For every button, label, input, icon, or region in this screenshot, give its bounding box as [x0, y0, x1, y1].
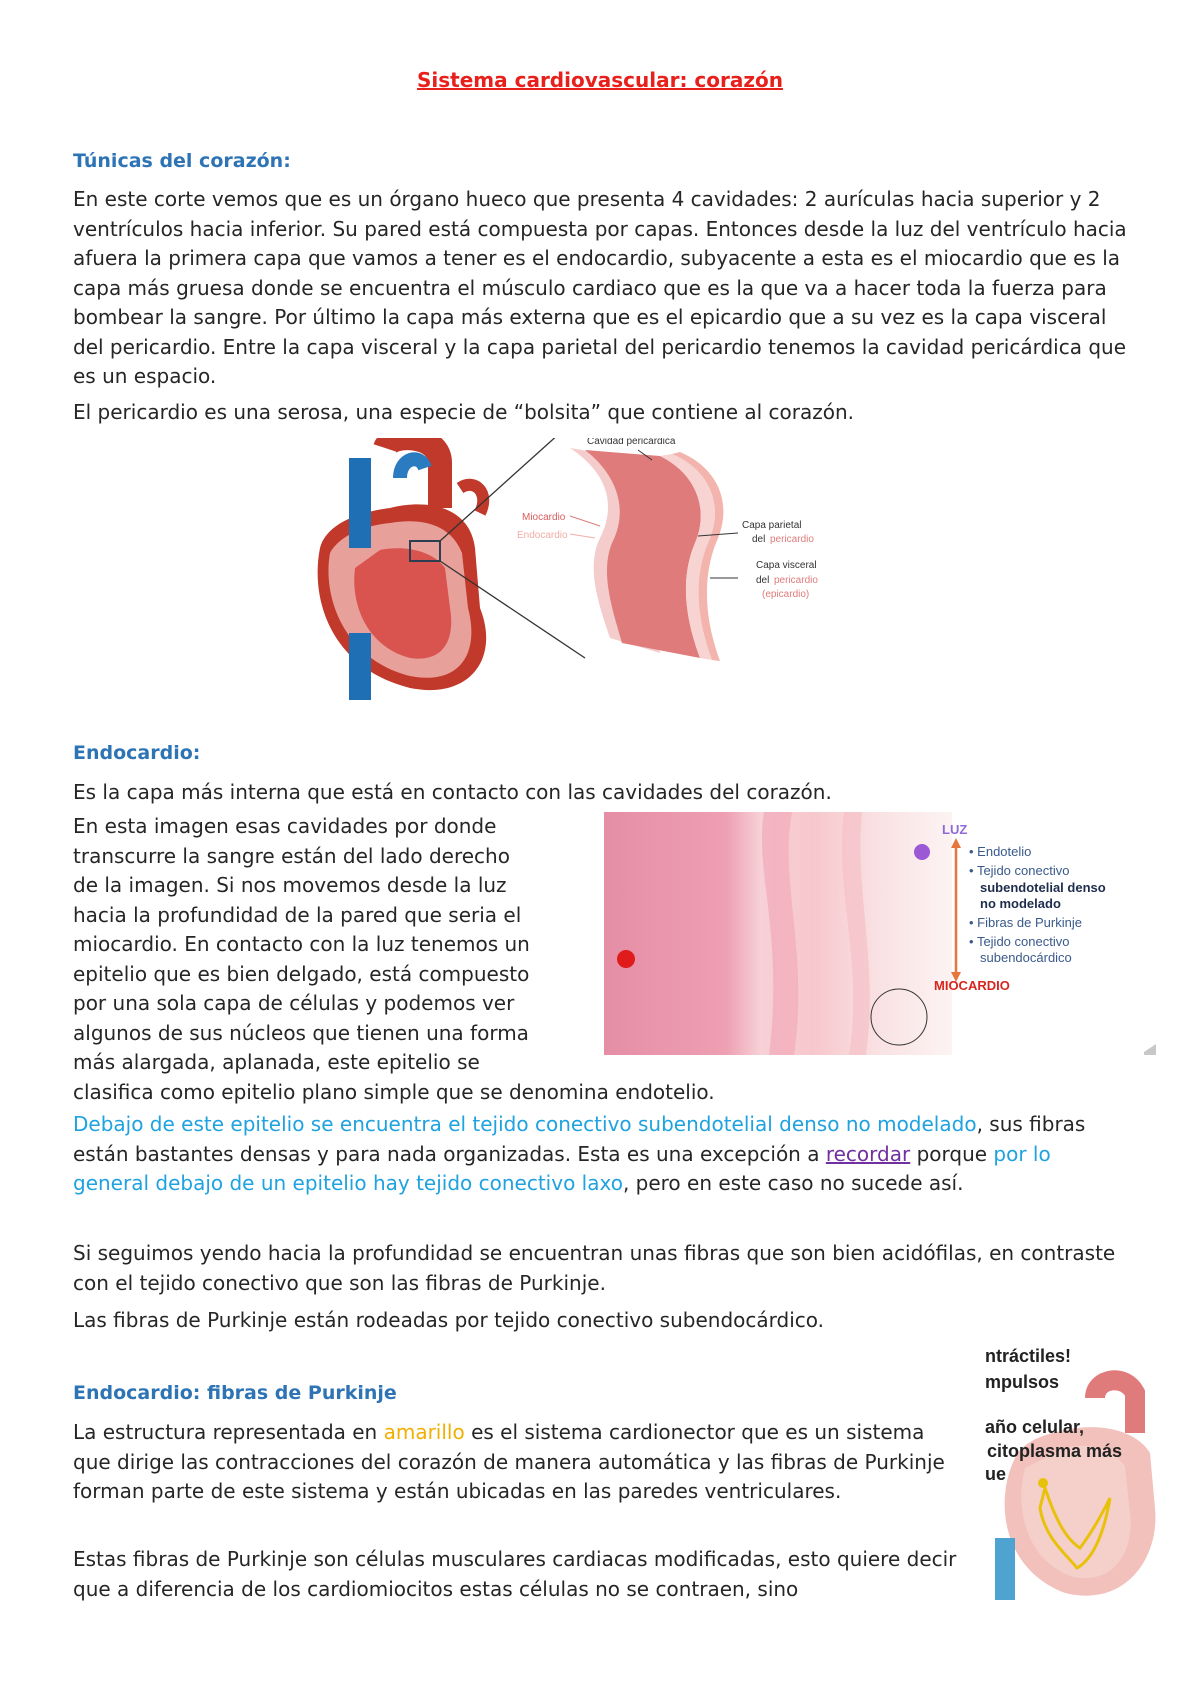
miocardio-label: MIOCARDIO [934, 978, 1010, 993]
luz-label: LUZ [942, 822, 968, 837]
text-line: por una sola capa de células y podemos ver [73, 991, 515, 1015]
legend-item-no-modelado: no modelado [980, 896, 1061, 911]
text-span: porque [910, 1141, 994, 1166]
label-parietal-3: pericardio [770, 534, 814, 545]
legend-item-tejido-conectivo: Tejido conectivo [976, 863, 1070, 878]
highlight-yellow-text: amarillo [383, 1420, 465, 1444]
label-parietal-2: del [752, 534, 766, 545]
paragraph-fibras-acidofilas: Si seguimos yendo hacia la profundidad se encuentran unas fibras que son bien acidófilas, en contraste con el tejido conectivo que son las fibras de Purkinje. [73, 1241, 1116, 1295]
legend-item-tejido-conectivo-2: Tejido conectivo [976, 934, 1070, 949]
text-line: algunos de sus núcleos que tienen una forma [73, 1020, 529, 1045]
figure3-text-1: ntráctiles! [985, 1346, 1072, 1366]
paragraph-subendocardico: Las fibras de Purkinje están rodeadas por tejido conectivo subendocárdico. [73, 1308, 824, 1332]
wall-layers-illustration [570, 448, 738, 661]
text-span: , pero en este caso no sucede así. [622, 1171, 964, 1195]
text-span: es el sistema cardionector que es un sistema que dirige las contracciones del corazón de manera automática y las fibras de Purkinje forman parte de este sistema y están ubicadas en las paredes ventriculares. [73, 1420, 945, 1503]
paragraph-tunicas: En este corte vemos que es un órgano hueco que presenta 4 cavidades: 2 aurículas hacia superior y 2 ventrículos hacia inferior. Su pared está compuesta por capas. Entonces desde la luz del ventrículo hacia afuera la primera capa que vamos a tener es el endocardio, subyacente a esta es el miocardio que es la capa más gruesa donde se encuentra el músculo cardiaco que es la que va a hacer toda la fuerza para bombear la sangre. Por último la capa más externa que es el epicardio que a su vez es la capa visceral del pericardio. Entre la capa visceral y la capa parietal del pericardio tenemos la cavidad pericárdica que es un espacio. [73, 187, 1127, 388]
paragraph-endocardio-intro: Es la capa más interna que está en contacto con las cavidades del corazón. [73, 780, 832, 804]
svg-text:• Fibras de Purkinje: • Fibras de Purkinje [969, 915, 1082, 930]
recordar-link[interactable]: recordar [825, 1141, 911, 1166]
paragraph-sistema-cardionector [73, 1418, 963, 1507]
section-heading-tunicas: Túnicas del corazón: [73, 150, 291, 172]
section-heading-endocardio: Endocardio: [73, 742, 201, 764]
highlight-text: por lo general debajo de un epitelio hay tejido conectivo laxo [73, 1141, 1051, 1195]
legend-item-subendotelial: subendotelial denso [980, 880, 1106, 895]
figure3-text-2: mpulsos [985, 1372, 1060, 1392]
legend-item-endotelio: Endotelio [977, 844, 1032, 859]
highlight-text: Debajo de este epitelio se encuentra el tejido conectivo subendotelial denso no modelado [73, 1112, 977, 1136]
label-visceral-4: (epicardio) [762, 589, 810, 600]
label-cavidad: Cavidad pericárdica [587, 438, 676, 447]
text-line: clasifica como epitelio plano simple que se denomina endotelio. [73, 1079, 715, 1104]
label-parietal-1: Capa parietal [742, 520, 802, 531]
figure3-text-5: ue [985, 1464, 1007, 1484]
sound-icon [1144, 1044, 1156, 1055]
svg-text:• Endotelio: • Endotelio [969, 844, 1032, 859]
text-line: hacia la profundidad de la pared que seria el [73, 902, 522, 927]
text-line: de la imagen. Si nos movemos desde la luz [73, 873, 507, 897]
text-line: más alargada, aplanada, este epitelio se [73, 1050, 480, 1074]
text-line: En esta imagen esas cavidades por donde [73, 814, 497, 838]
text-span: , sus fibras están bastantes densas y para nada organizadas. Esta es una excepción a [73, 1112, 1086, 1166]
figure3-text-3: año celular, [985, 1417, 1085, 1437]
label-endocardio: Endocardio [517, 530, 568, 541]
text-line: epitelio que es bien delgado, está compuesto [73, 961, 530, 986]
section-heading-purkinje: Endocardio: fibras de Purkinje [73, 1382, 397, 1404]
legend-item-subendocardico: subendocárdico [980, 950, 1072, 965]
label-visceral-2: del [756, 575, 770, 586]
figure3-text-4: citoplasma más [987, 1441, 1123, 1461]
text-span: La estructura representada en [73, 1420, 384, 1444]
page-title: Sistema cardiovascular: corazón [417, 68, 783, 92]
conduction-system-illustration [985, 1338, 1185, 1600]
label-miocardio: Miocardio [522, 512, 566, 523]
red-marker [617, 950, 635, 968]
heart-illustration [318, 438, 585, 700]
purple-marker [914, 844, 930, 860]
svg-text:• Tejido conectivo: • Tejido conectivo [969, 934, 1070, 949]
histology-figure [604, 812, 1159, 1060]
paragraph-celulas-modificadas: Estas fibras de Purkinje son células musculares cardiacas modificadas, esto quiere decir que a diferencia de los cardiomiocitos estas células no se contraen, sino [73, 1547, 957, 1601]
heart-layers-figure [300, 438, 920, 700]
paragraph-endocardio-image-desc [73, 812, 715, 1107]
conduction-system-figure [985, 1338, 1185, 1600]
legend-item-purkinje: Fibras de Purkinje [977, 915, 1082, 930]
text-line: transcurre la sangre están del lado derecho [73, 843, 510, 868]
svg-text:• Tejido conectivo: • Tejido conectivo [969, 863, 1070, 878]
label-visceral-3: pericardio [774, 575, 818, 586]
histology-micrograph [604, 812, 1159, 1060]
text-line: miocardio. En contacto con la luz tenemos un [73, 932, 530, 956]
paragraph-pericardio: El pericardio es una serosa, una especie de “bolsita” que contiene al corazón. [73, 400, 855, 424]
label-visceral-1: Capa visceral [756, 560, 817, 571]
heart-layers-illustration [300, 438, 920, 700]
paragraph-tejido-conectivo [73, 1110, 1133, 1199]
